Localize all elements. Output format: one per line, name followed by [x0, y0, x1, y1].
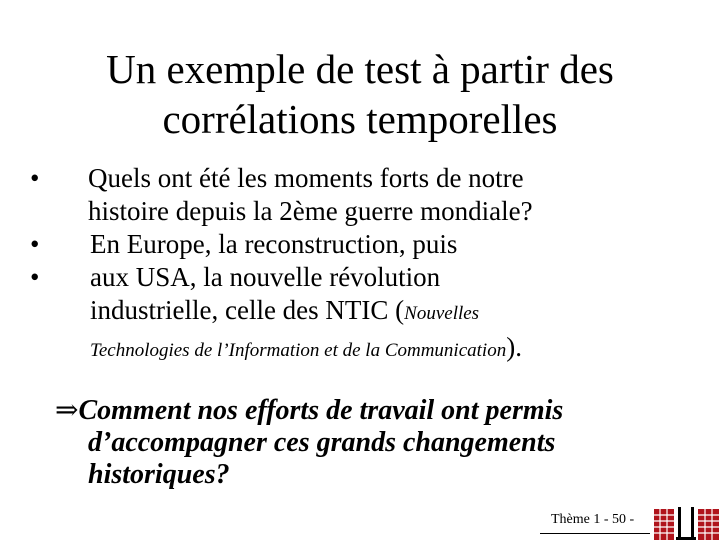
- bullet-3-close: ).: [506, 332, 522, 362]
- callout-line-1: Comment nos efforts de travail ont permis: [78, 395, 564, 426]
- title-line-1: Un exemple de test à partir des: [106, 46, 614, 92]
- title-line-2: corrélations temporelles: [162, 96, 558, 142]
- bullet-3-line-3: [90, 324, 702, 374]
- bullet-item-3: [22, 261, 702, 374]
- footer-rule: [540, 533, 650, 534]
- implies-arrow-icon: ⇒: [55, 395, 79, 426]
- bullet-3-nouvelles: Nouvelles: [404, 303, 480, 324]
- bullet-item-1: [22, 162, 702, 228]
- slide-title: [40, 44, 680, 144]
- bullet-list: [22, 162, 702, 374]
- callout-line-3: historiques?: [88, 459, 230, 490]
- bullet-glyph: •: [30, 262, 40, 292]
- callout-question: [55, 395, 695, 491]
- callout-line-2: d’accompagner ces grands changements: [88, 427, 556, 458]
- building-logo-icon: [653, 505, 720, 540]
- bullet-2-text: En Europe, la reconstruction, puis: [90, 229, 458, 259]
- bullet-3-line-1: aux USA, la nouvelle révolution: [90, 262, 441, 292]
- slide-footer: Thème 1 - 50 -: [551, 512, 635, 527]
- bullet-3-technologies: Technologies de l’Information et de la Communication: [90, 340, 507, 361]
- bullet-item-2: [22, 228, 702, 261]
- bullet-1-line-1: Quels ont été les moments forts de notre: [88, 163, 524, 193]
- bullet-glyph: •: [30, 229, 40, 259]
- bullet-1-line-2: histoire depuis la 2ème guerre mondiale?: [88, 196, 533, 226]
- bullet-3-line-2: industrielle, celle des NTIC (: [90, 295, 405, 325]
- bullet-glyph: •: [30, 163, 40, 193]
